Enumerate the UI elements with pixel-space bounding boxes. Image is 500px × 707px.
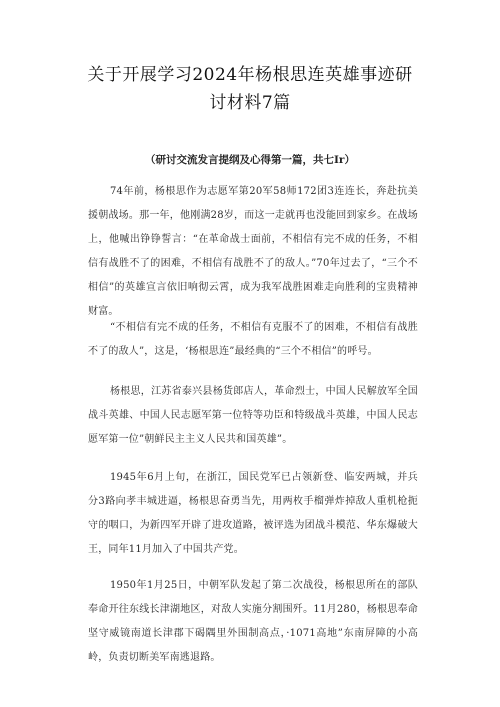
paragraph-4: 1945年6月上旬，在浙江，国民党军已占领新登、临安两城，并兵分3路向孝丰城进逼，杨根思奋勇当先，用两枚手榴弹炸掉敌人重机枪扼守的咽口，为新四军开辟了进攻道路，被评选为团战斗模范、华东爆破大王，同年11月加入了中国共产党。 [88,472,418,555]
document-title-line-1: 关于开展学习2024年杨根思连英雄事迹研 [87,65,413,85]
paragraph-2: “不相信有完不成的任务，不相信有克服不了的困难，不相信有战胜不了的敌人”，这是，‘杨根思连”最经典的“三个不相信”的呼号。 [88,322,418,357]
document-subtitle: （研讨交流发言提纲及心得第一篇，共七Ir） [145,154,355,166]
document-title-line-2: 讨材料7篇 [209,93,291,113]
paragraph-5: 1950年1月25日，中朝军队发起了第二次战役，杨根思所在的部队奉命开往东线长津湖地区，对敌人实施分割围歼。11月280，杨根思奉命坚守威镜南道长津郡下碣隅里外围制高点，·1071高地”东南屏障的小高岭，负责切断美军南逃退路。 [88,580,418,663]
paragraph-1: 74年前，杨根思作为志愿军第20军58师172团3连连长，奔赴抗美援朝战场。那一年，他刚满28岁，而这一走就再也没能回到家乡。在战场上，他喊出铮铮誓言：“在革命战士面前，不相信有完不成的任务，不相信有战胜不了的困难，不相信有战胜不了的敌人。”70年过去了，“三个不相信”的英雄宣言依旧响彻云霄，成为我军战胜困难走向胜利的宝贵精神财富。 [88,186,418,317]
paragraph-3: 杨根思，江苏省泰兴县杨货郎店人，革命烈士，中国人民解放军全国战斗英雄、中国人民志愿军第一位特等功臣和特级战斗英雄，中国人民志愿军第一位”朝鲜民主主义人民共和国英雄”。 [88,386,418,445]
